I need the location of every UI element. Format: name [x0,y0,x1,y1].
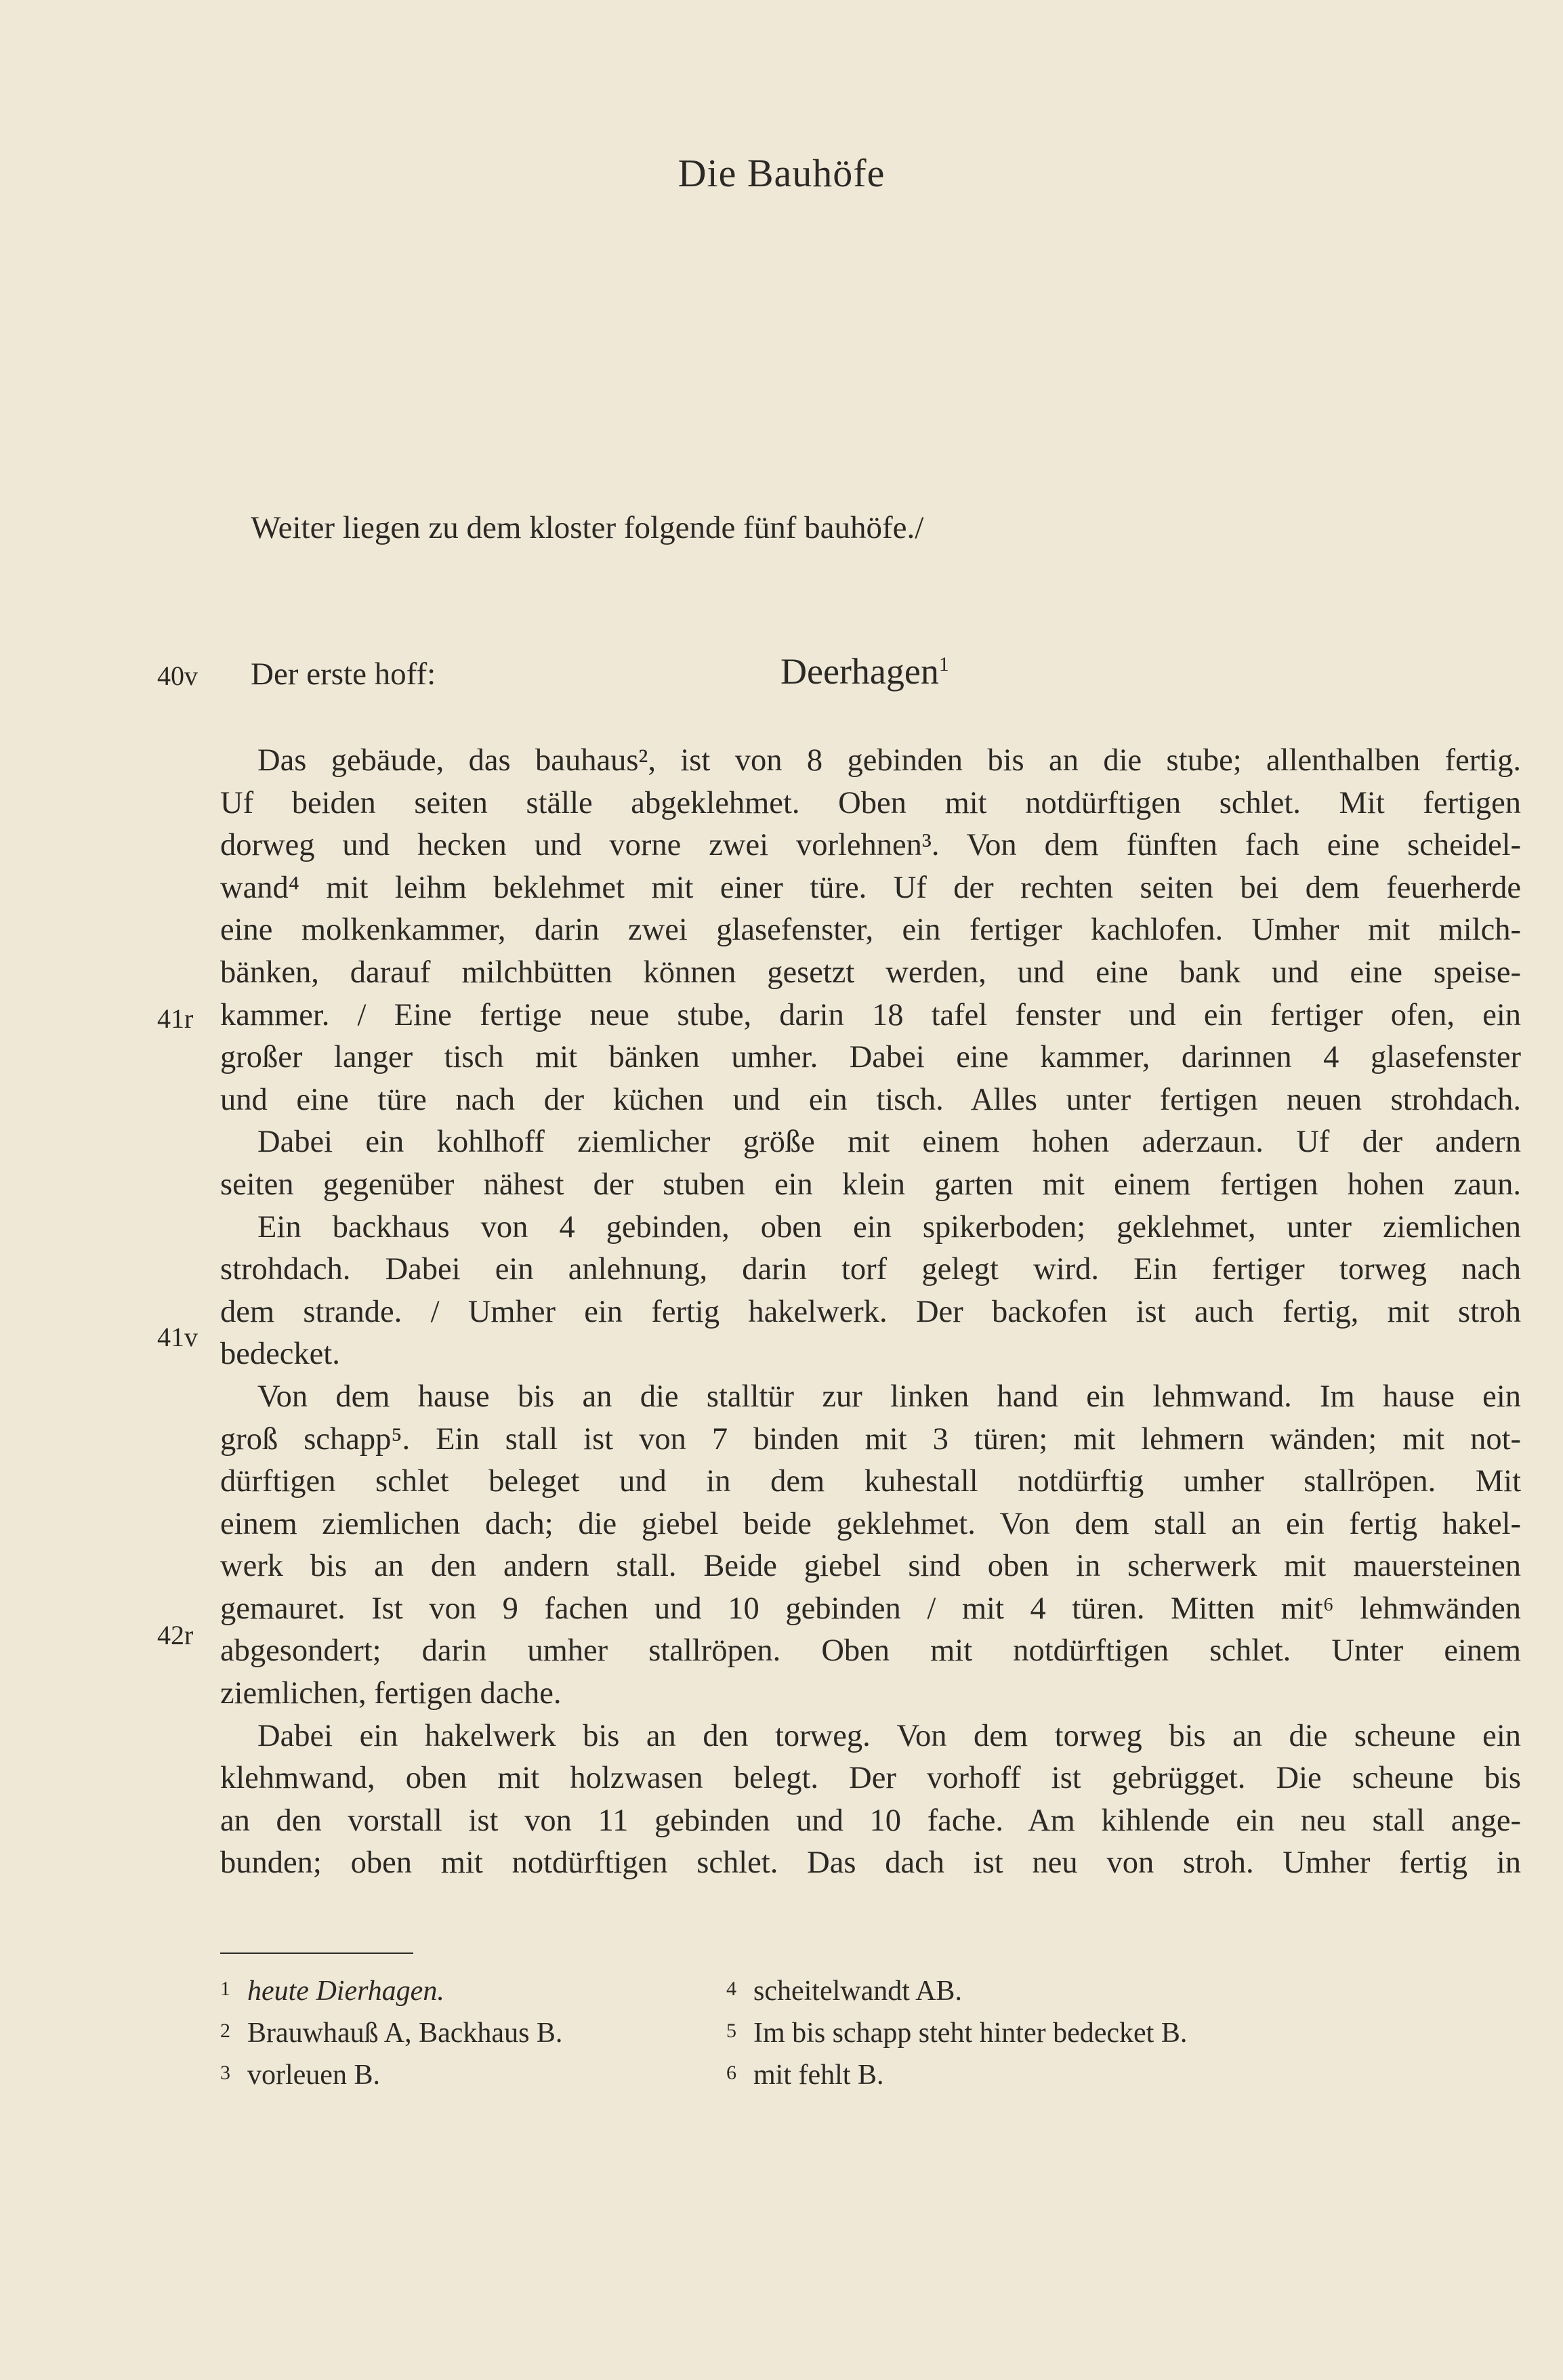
text-line: werk bis an den andern stall. Beide giebel sind oben in scherwerk mit mauersteinen [220,1549,1521,1584]
margin-folio-41r: 41r [157,1003,194,1034]
footnote-divider [220,1953,413,1954]
place-footnote-ref: 1 [938,654,949,675]
text-line: dorweg und hecken und vorne zwei vorlehnen³. Von dem fünften fach eine scheidel- [220,828,1521,863]
body-text [220,740,1521,1885]
text-line: strohdach. Dabei ein anlehnung, darin torf gelegt wird. Ein fertiger torweg nach [220,1252,1521,1287]
text-line: Dabei ein hakelwerk bis an den torweg. Von dem torweg bis an die scheune ein [257,1718,1521,1753]
text-line: dem strande. / Umher ein fertig hakelwerk. Der backofen ist auch fertig, mit stroh [220,1294,1521,1329]
text-line: dürftigen schlet beleget und in dem kuhestall notdürftig umher stallröpen. Mit [220,1464,1521,1499]
footnote-text: Im bis schapp steht hinter bedecket B. [753,2018,1188,2049]
footnote-4 [726,1975,962,2007]
intro-sentence: Weiter liegen zu dem kloster folgende fünf bauhöfe./ [251,510,924,545]
footnote-1 [220,1975,444,2007]
footnote-2 [220,2017,562,2049]
text-line: Uf beiden seiten ställe abgeklehmet. Oben mit notdürftigen schlet. Mit fertigen [220,785,1521,820]
text-line: seiten gegenüber nähest der stuben ein klein garten mit einem fertigen hohen zaun. [220,1167,1521,1202]
section-place [780,650,949,692]
text-line: groß schapp⁵. Ein stall ist von 7 binden mit 3 türen; mit lehmern wänden; mit not- [220,1421,1521,1457]
text-line: gemauret. Ist von 9 fachen und 10 gebinden / mit 4 türen. Mitten mit⁶ lehmwänden [220,1591,1521,1626]
footnote-number: 1 [220,1978,230,2000]
text-line: einem ziemlichen dach; die giebel beide geklehmet. Von dem stall an ein fertig hakel- [220,1506,1521,1541]
text-line: wand⁴ mit leihm beklehmet mit einer türe. Uf der rechten seiten bei dem feuerherde [220,870,1521,905]
text-line: Ein backhaus von 4 gebinden, oben ein spikerboden; geklehmet, unter ziemlichen [257,1209,1521,1245]
margin-folio-41v: 41v [157,1322,198,1352]
section-label: Der erste hoff: [251,656,436,692]
margin-folio-42r: 42r [157,1620,194,1650]
footnote-text: Brauwhauß A, Backhaus B. [247,2018,563,2049]
text-line: kammer. / Eine fertige neue stube, darin 18 tafel fenster und ein fertiger ofen, ein [220,997,1521,1032]
margin-folio-40v: 40v [157,661,198,691]
footnote-number: 6 [726,2062,736,2084]
text-line: Das gebäude, das bauhaus², ist von 8 gebinden bis an die stube; allenthalben fertig. [257,743,1521,778]
text-line: an den vorstall ist von 11 gebinden und 10 fache. Am kihlende ein neu stall ange- [220,1803,1521,1838]
footnote-3 [220,2059,380,2091]
text-line: Dabei ein kohlhoff ziemlicher größe mit einem hohen aderzaun. Uf der andern [257,1125,1521,1160]
text-line: Von dem hause bis an die stalltür zur linken hand ein lehmwand. Im hause ein [257,1379,1521,1414]
footnote-5 [726,2017,1187,2049]
footnote-text: vorleuen B. [247,2060,380,2091]
footnote-number: 4 [726,1978,736,2000]
text-line: bunden; oben mit notdürftigen schlet. Das dach ist neu von stroh. Umher fertig in [220,1845,1521,1881]
footnote-number: 5 [726,2020,736,2042]
footnote-text: heute Dierhagen. [247,1976,444,2007]
text-line: klehmwand, oben mit holzwasen belegt. Der vorhoff ist gebrügget. Die scheune bis [220,1761,1521,1796]
text-line: bedecket. [220,1337,340,1372]
text-line: abgesondert; darin umher stallröpen. Oben mit notdürftigen schlet. Unter einem [220,1633,1521,1669]
text-line: und eine türe nach der küchen und ein tisch. Alles unter fertigen neuen strohdach. [220,1082,1521,1117]
page-title: Die Bauhöfe [678,151,885,195]
text-line: großer langer tisch mit bänken umher. Dabei eine kammer, darinnen 4 glasefenster [220,1040,1521,1075]
footnote-6 [726,2059,884,2091]
place-name: Deerhagen [780,651,939,692]
footnote-number: 2 [220,2020,230,2042]
footnote-text: mit fehlt B. [753,2060,884,2091]
footnote-text: scheitelwandt AB. [753,1976,962,2007]
text-line: ziemlichen, fertigen dache. [220,1676,562,1711]
footnote-number: 3 [220,2062,230,2084]
text-line: bänken, darauf milchbütten können gesetzt werden, und eine bank und eine speise- [220,955,1521,990]
text-line: eine molkenkammer, darin zwei glasefenster, ein fertiger kachlofen. Umher mit milch- [220,913,1521,948]
